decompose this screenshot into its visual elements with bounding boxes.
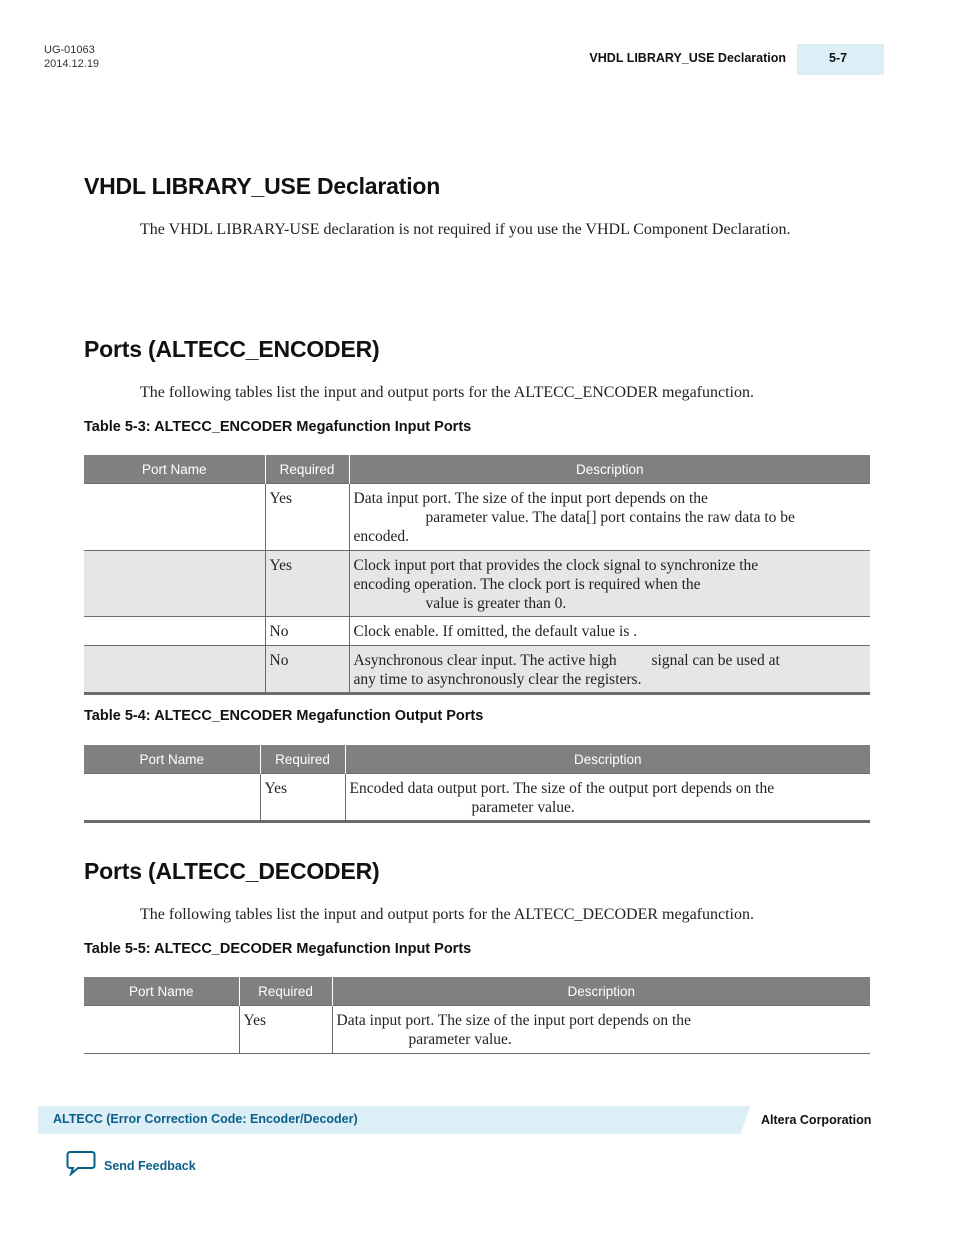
column-header-description: Description [349,455,870,484]
port-name-cell [84,646,265,694]
port-name-cell [84,774,260,822]
heading-ports-decoder: Ports (ALTECC_DECODER) [84,858,380,884]
table-header-row [84,977,870,1006]
paragraph-ports-encoder: The following tables list the input and output ports for the ALTECC_ENCODER megafunction. [140,384,754,401]
column-header-description: Description [345,745,870,774]
table-5-3-encoder-input-ports [84,455,870,695]
description-line: parameter value. [408,1031,512,1048]
table-row [84,774,870,822]
description-cell [349,617,870,646]
description-cell [345,774,870,822]
table-5-3-caption: Table 5-3: ALTECC_ENCODER Megafunction Input Ports [84,419,472,435]
required-cell: No [265,646,349,694]
paragraph-ports-decoder: The following tables list the input and output ports for the ALTECC_DECODER megafunction. [140,906,754,923]
table-5-5-caption: Table 5-5: ALTECC_DECODER Megafunction Input Ports [84,941,472,957]
feedback-speech-bubble-icon [66,1150,96,1181]
send-feedback-label[interactable]: Send Feedback [104,1158,196,1173]
table-row [84,646,870,694]
port-name-cell [84,484,265,551]
column-header-required: Required [265,455,349,484]
heading-ports-encoder: Ports (ALTECC_ENCODER) [84,336,380,362]
description-line: Clock enable. If omitted, the default value is . [353,623,638,640]
port-name-cell [84,551,265,617]
paragraph-vhdl-library-use: The VHDL LIBRARY-USE declaration is not required if you use the VHDL Component Declaration. [140,221,791,238]
description-cell [332,1006,870,1054]
description-line: parameter value. [471,799,575,816]
required-cell: Yes [239,1006,332,1054]
required-cell: No [265,617,349,646]
document-id-block [44,43,99,71]
table-5-5-decoder-input-ports [84,977,870,1054]
required-cell: Yes [260,774,345,822]
footer-document-title-link[interactable]: ALTECC (Error Correction Code: Encoder/Decoder) [53,1112,358,1126]
footer-company-name: Altera Corporation [761,1113,872,1127]
column-header-required: Required [260,745,345,774]
description-line: Data input port. The size of the input port depends on the [353,490,708,507]
port-name-cell [84,1006,239,1054]
column-header-required: Required [239,977,332,1006]
description-cell [349,646,870,694]
page-number: 5-7 [797,44,884,75]
description-line: encoding operation. The clock port is required when the [353,576,701,593]
send-feedback-link[interactable] [66,1150,196,1181]
description-line: Asynchronous clear input. The active high signal can be used at [353,652,780,669]
table-row [84,617,870,646]
document-id: UG-01063 [44,44,95,56]
column-header-description: Description [332,977,870,1006]
description-line: parameter value. The data[] port contains the raw data to be [425,509,795,526]
column-header-port-name: Port Name [84,455,265,484]
table-header-row [84,455,870,484]
heading-vhdl-library-use: VHDL LIBRARY_USE Declaration [84,173,441,199]
column-header-port-name: Port Name [84,977,239,1006]
table-5-4-encoder-output-ports [84,745,870,823]
table-header-row [84,745,870,774]
description-line: Clock input port that provides the clock signal to synchronize the [353,557,759,574]
description-line: value is greater than 0. [425,595,567,612]
description-line: any time to asynchronously clear the registers. [353,671,642,688]
table-row [84,1006,870,1054]
description-line: Encoded data output port. The size of the output port depends on the [349,780,775,797]
column-header-port-name: Port Name [84,745,260,774]
description-cell [349,551,870,617]
description-line: encoded. [353,528,410,545]
table-row [84,484,870,551]
required-cell: Yes [265,551,349,617]
table-5-4-caption: Table 5-4: ALTECC_ENCODER Megafunction Output Ports [84,708,484,724]
description-cell [349,484,870,551]
port-name-cell [84,617,265,646]
document-date: 2014.12.19 [44,58,100,70]
required-cell: Yes [265,484,349,551]
description-line: Data input port. The size of the input port depends on the [336,1012,691,1029]
running-header-title: VHDL LIBRARY_USE Declaration [589,51,786,65]
table-row [84,551,870,617]
